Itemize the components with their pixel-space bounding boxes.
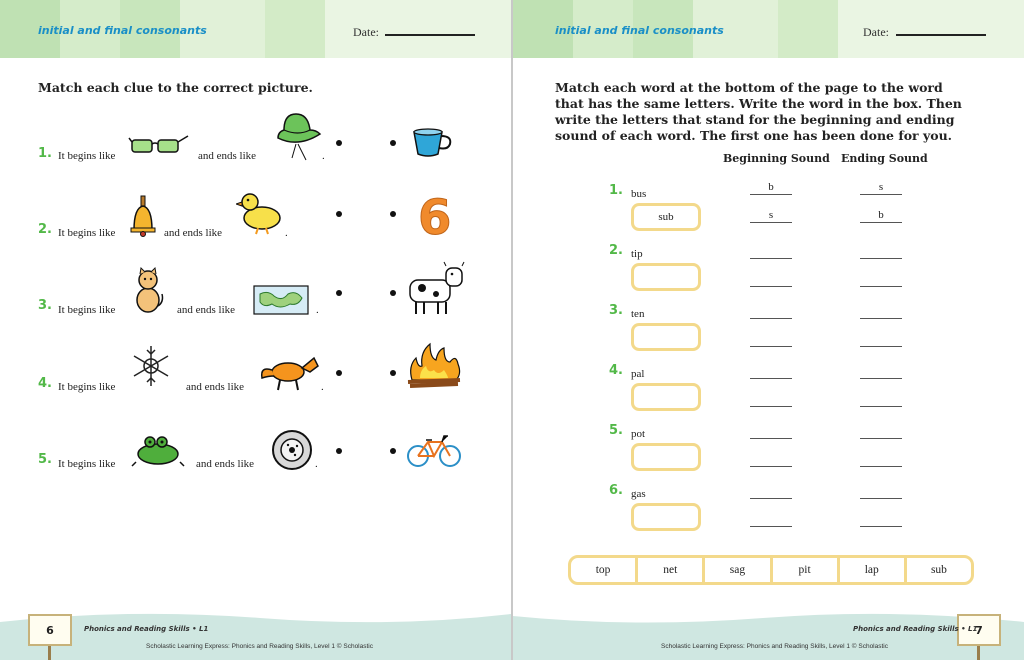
clue-ends-text: and ends like — [186, 381, 245, 393]
item-number: 3. — [609, 303, 623, 318]
ending-sound-blank[interactable] — [860, 273, 902, 287]
clue-ends-text: and ends like — [164, 227, 223, 239]
page-number: 6 — [28, 614, 72, 646]
beginning-sound-blank[interactable]: b — [750, 181, 792, 195]
date-label: Date: — [353, 25, 379, 39]
duck-icon — [236, 190, 286, 240]
ending-sound-blank[interactable] — [860, 305, 902, 319]
clue-ends-text: and ends like — [177, 304, 236, 316]
sign-post — [977, 646, 980, 660]
clue-period: . — [321, 381, 324, 393]
clue-number: 4. — [38, 376, 52, 391]
match-dot-left[interactable] — [336, 370, 342, 376]
left-page — [0, 0, 511, 660]
bike-icon — [406, 432, 462, 472]
fox-icon — [258, 348, 320, 396]
map-icon — [252, 284, 310, 322]
ending-sound-blank[interactable] — [860, 513, 902, 527]
beginning-sound-blank[interactable] — [750, 425, 792, 439]
beginning-sound-blank[interactable]: s — [750, 209, 792, 223]
item-word: pal — [631, 368, 645, 380]
clue-begins-text: It begins like — [58, 227, 116, 239]
ending-sound-blank[interactable] — [860, 245, 902, 259]
clue-number: 1. — [38, 146, 52, 161]
clue-period: . — [316, 304, 319, 316]
word-bank-item[interactable]: sub — [930, 564, 947, 576]
item-word: pot — [631, 428, 646, 440]
item-word: gas — [631, 488, 646, 500]
match-dot-left[interactable] — [336, 290, 342, 296]
date-line[interactable] — [896, 34, 986, 36]
clue-ends-text: and ends like — [198, 150, 257, 162]
tire-icon — [268, 428, 316, 476]
beginning-sound-blank[interactable] — [750, 273, 792, 287]
answer-box[interactable] — [631, 383, 701, 411]
beginning-sound-blank[interactable] — [750, 333, 792, 347]
match-dot-left[interactable] — [336, 448, 342, 454]
sign-post — [48, 646, 51, 660]
match-dot-right[interactable] — [390, 448, 396, 454]
match-dot-right[interactable] — [390, 140, 396, 146]
answer-box[interactable] — [631, 323, 701, 351]
word-bank — [568, 555, 974, 585]
clue-begins-text: It begins like — [58, 150, 116, 162]
ending-sound-blank[interactable] — [860, 485, 902, 499]
hat-icon — [272, 110, 324, 168]
column-heading-ending: Ending Sound — [841, 152, 928, 165]
item-number: 5. — [609, 423, 623, 438]
cow-icon — [404, 260, 468, 320]
item-number: 2. — [609, 243, 623, 258]
clue-begins-text: It begins like — [58, 381, 116, 393]
fire-icon — [404, 340, 464, 394]
beginning-sound-blank[interactable] — [750, 305, 792, 319]
ending-sound-blank[interactable] — [860, 453, 902, 467]
ending-sound-blank[interactable]: s — [860, 181, 902, 195]
word-bank-item[interactable]: pit — [773, 558, 840, 582]
date-line[interactable] — [385, 34, 475, 36]
match-dot-right[interactable] — [390, 370, 396, 376]
clue-period: . — [322, 150, 325, 162]
item-number: 1. — [609, 183, 623, 198]
column-heading-beginning: Beginning Sound — [723, 152, 830, 165]
instruction: Match each word at the bottom of the page to the word that has the same letters. Write the word in the box. Then write the letters that stand for the beginning and ending sound of each word. The first one has been done for you. — [555, 80, 962, 143]
ending-sound-blank[interactable] — [860, 333, 902, 347]
match-dot-right[interactable] — [390, 290, 396, 296]
beginning-sound-blank[interactable] — [750, 245, 792, 259]
ending-sound-blank[interactable]: b — [860, 209, 902, 223]
date-label: Date: — [863, 25, 889, 39]
glasses-icon — [128, 132, 190, 164]
cat-icon — [130, 266, 166, 318]
match-dot-left[interactable] — [336, 140, 342, 146]
clue-ends-text: and ends like — [196, 458, 255, 470]
footer-band — [513, 608, 1024, 660]
clue-number: 5. — [38, 452, 52, 467]
item-word: bus — [631, 188, 647, 200]
ending-sound-blank[interactable] — [860, 425, 902, 439]
item-word: ten — [631, 308, 645, 320]
clue-period: . — [285, 227, 288, 239]
snowflake-icon — [128, 342, 174, 394]
beginning-sound-blank[interactable] — [750, 365, 792, 379]
instruction: Match each clue to the correct picture. — [38, 80, 313, 95]
ending-sound-blank[interactable] — [860, 393, 902, 407]
footer-series: Phonics and Reading Skills • L1 — [84, 625, 209, 633]
ending-sound-blank[interactable] — [860, 365, 902, 379]
answer-box[interactable] — [631, 443, 701, 471]
match-dot-right[interactable] — [390, 211, 396, 217]
item-number: 4. — [609, 363, 623, 378]
frog-icon — [130, 432, 186, 472]
clue-period: . — [315, 458, 318, 470]
svg-text:6: 6 — [418, 190, 450, 238]
beginning-sound-blank[interactable] — [750, 453, 792, 467]
footer-series: Phonics and Reading Skills • L1 — [853, 625, 978, 633]
beginning-sound-blank[interactable] — [750, 393, 792, 407]
cup-icon — [410, 126, 456, 164]
clue-begins-text: It begins like — [58, 458, 116, 470]
word-bank-item[interactable]: top — [571, 558, 638, 582]
page-header-title: initial and final consonants — [38, 24, 207, 37]
footer-copyright: Scholastic Learning Express: Phonics and Reading Skills, Level 1 © Scholastic — [146, 643, 373, 650]
word-bank-item[interactable]: net — [638, 558, 705, 582]
clue-begins-text: It begins like — [58, 304, 116, 316]
bell-icon — [128, 194, 158, 242]
beginning-sound-blank[interactable] — [750, 485, 792, 499]
clue-number: 3. — [38, 298, 52, 313]
word-bank-item[interactable]: sag — [705, 558, 772, 582]
item-word: tip — [631, 248, 643, 260]
clue-number: 2. — [38, 222, 52, 237]
word-bank-item[interactable]: lap — [840, 558, 907, 582]
answer-box[interactable] — [631, 503, 701, 531]
item-number: 6. — [609, 483, 623, 498]
six-icon — [416, 190, 450, 242]
page-number: 7 — [957, 614, 1001, 646]
answer-box[interactable]: sub — [631, 203, 701, 231]
page-header-title: initial and final consonants — [555, 24, 724, 37]
beginning-sound-blank[interactable] — [750, 513, 792, 527]
answer-box[interactable] — [631, 263, 701, 291]
footer-band — [0, 608, 511, 660]
match-dot-left[interactable] — [336, 211, 342, 217]
footer-copyright: Scholastic Learning Express: Phonics and Reading Skills, Level 1 © Scholastic — [661, 643, 888, 650]
